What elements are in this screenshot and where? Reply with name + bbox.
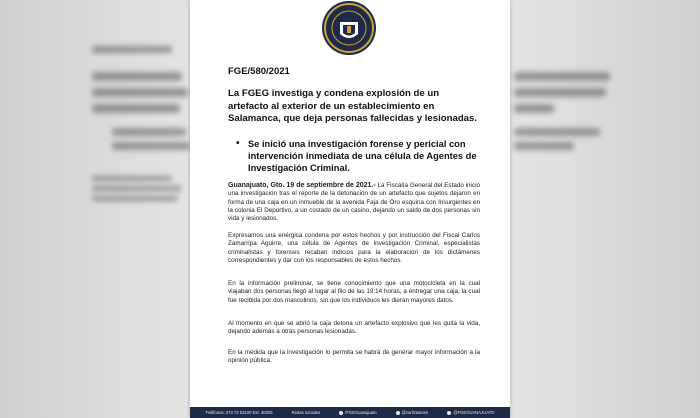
dateline: Guanajuato, Gto. 19 de septiembre de 2021.- — [228, 182, 376, 189]
footer-twitter: @zarilzasmen — [396, 410, 429, 415]
paragraph-2: Expresamos una enérgica condena por estos hechos y por instrucción del Fiscal Carlos Zamarripa Aguirre, una célula de Agentes de Investigación Criminal, especialistas criminalistas y forenses recaban indicios para la elaboración de los dictámenes correspondientes y dar con los responsables de estos hechos. — [228, 232, 480, 264]
twitter-icon — [396, 411, 400, 415]
facebook-icon — [339, 411, 343, 415]
paragraph-3: En la información preliminar, se tiene conocimiento que una motocicleta en la cual viajaban dos personas llegó al lugar al filo de las 19:14 horas, a entregar una caja, la cual fue recibida por dos masculinos, sin que los individuos les dieran mayores datos. — [228, 280, 480, 304]
document-number: FGE/580/2021 — [228, 66, 290, 77]
footer-facebook: /FGEGuanajuato — [339, 410, 376, 415]
footer-social-label: Redes sociales — [291, 410, 321, 415]
headline: La FGEG investiga y condena explosión de un artefacto al exterior de un establecimiento en Salamanca, que deja personas fallecidas y lesionadas. — [228, 88, 478, 124]
paragraph-5: En la medida que la investigación lo permita se habrá de generar mayor información a la opinión pública. — [228, 349, 480, 365]
paragraph-4: Al momento en que se abrió la caja detona un artefacto explosivo que les quita la vida, dejando además a otras personas lesionadas. — [228, 320, 480, 336]
bullet-icon: • — [236, 138, 240, 149]
fge-seal-icon — [320, 0, 378, 58]
paragraph-1-text: La Fiscalía General del Estado inició una investigación tras el reporte de la detonación de un artefacto que sujetos dejaron en forma de una caja en un inmueble de la avenida Faja de Oro esquina con Insurgentes en la colonia El Deportivo, a un costado de un casino, dejando un saldo de dos personas sin vida y lesionados. — [228, 182, 480, 223]
paragraph-1 — [228, 182, 480, 223]
footer-phone: Teléfonos: 473 73 53100 Ext. 40025 — [205, 410, 273, 415]
bullet-text: Se inició una investigación forense y pericial con intervención inmediata de una célula de Agentes de Investigación Criminal. — [248, 139, 477, 173]
footer-instagram: @FGEGUANAJUATO — [447, 410, 494, 415]
instagram-icon — [447, 411, 451, 415]
press-release-page — [190, 0, 510, 418]
footer-bar — [190, 407, 510, 418]
